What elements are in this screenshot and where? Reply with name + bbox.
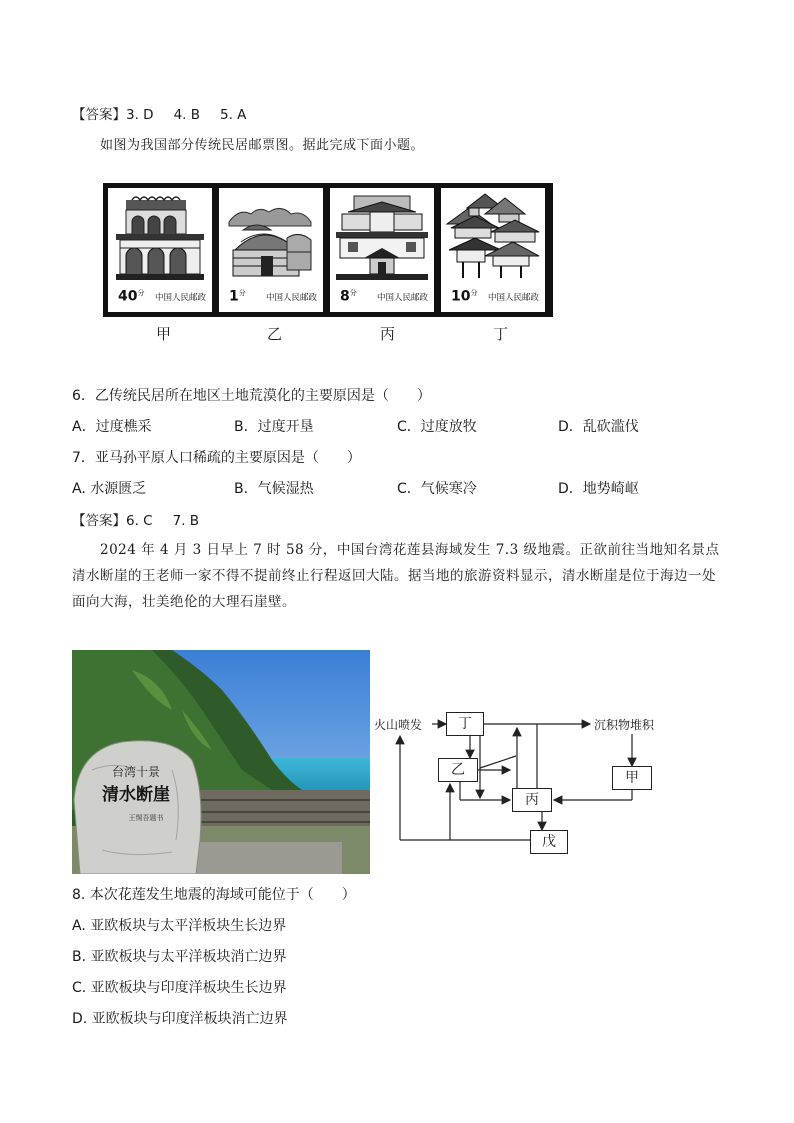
stamps-figure (103, 183, 553, 317)
stamp-postal-text: 中国人民邮政 (154, 293, 206, 303)
answer-item: 6. C (126, 513, 153, 529)
stamp-label-yi: 乙 (267, 325, 283, 343)
stone-inscription-3: 王惕吾题书 (128, 814, 164, 822)
stamp-denomination: 10 (451, 289, 471, 305)
answer-item: 7. B (172, 513, 200, 529)
q6-option-b: B．过度开垦 (234, 419, 314, 435)
stamp-postal-text: 中国人民邮政 (487, 293, 539, 303)
q6-option-c: C．过度放牧 (397, 419, 477, 435)
node-ding: 丁 (446, 712, 484, 736)
node-wu: 戊 (530, 830, 568, 854)
stamp-label-ding: 丁 (493, 325, 509, 343)
qingshui-cliff-photo (72, 650, 370, 874)
volcano-eruption-label: 火山喷发 (374, 718, 423, 732)
stamp-ding (441, 188, 545, 312)
stamp-unit: 分 (137, 289, 145, 298)
stamp-jia (108, 188, 212, 312)
answer-item: 3. D (126, 107, 154, 123)
answer-label: 【答案】 (72, 513, 126, 529)
node-yi: 乙 (438, 758, 478, 782)
question-7-stem: 7．亚马孙平原人口稀疏的主要原因是（ ） (72, 450, 361, 466)
node-bing: 丙 (512, 788, 552, 812)
stamp-denomination: 40 (118, 289, 138, 305)
stamp-yi-illustration (223, 192, 319, 282)
answer-label: 【答案】 (72, 107, 126, 123)
q8-option-b: B. 亚欧板块与太平洋板块消亡边界 (72, 949, 287, 965)
q7-option-d: D．地势崎岖 (558, 481, 639, 497)
stamp-yi (219, 188, 323, 312)
stamp-denomination: 8 (340, 289, 350, 305)
stamp-bing (330, 188, 434, 312)
stamp-postal-text: 中国人民邮政 (265, 293, 317, 303)
stamp-ding-illustration (445, 192, 541, 282)
question-6-stem: 6．乙传统民居所在地区土地荒漠化的主要原因是（ ） (72, 388, 431, 404)
q8-option-d: D. 亚欧板块与印度洋板块消亡边界 (72, 1011, 288, 1027)
stamp-postal-text: 中国人民邮政 (376, 293, 428, 303)
q6-option-d: D．乱砍滥伐 (558, 419, 639, 435)
stamp-unit: 分 (470, 289, 478, 298)
passage-paragraph: 2024 年 4 月 3 日早上 7 时 58 分，中国台湾花莲县海域发生 7.3 级地震。正欲前往当地知名景点清水断崖的王老师一家不得不提前终止行程返回大陆。据当地的旅游资料显示，清水断崖是位于海边一处面向大海，壮美绝伦的大理石崖壁。 (72, 542, 720, 610)
stamp-unit: 分 (238, 289, 246, 298)
q7-option-b: B．气候湿热 (234, 481, 314, 497)
q6-option-a: A．过度樵采 (72, 419, 152, 435)
q8-option-c: C. 亚欧板块与印度洋板块生长边界 (72, 980, 287, 996)
answer-item: 4. B (173, 107, 201, 123)
stamp-jia-illustration (112, 192, 208, 282)
q7-option-a: A. 水源匮乏 (72, 481, 147, 497)
question-8-stem: 8. 本次花莲发生地震的海域可能位于（ ） (72, 887, 356, 903)
sediment-accumulation-label: 沉积物堆积 (594, 718, 655, 732)
answer-line-1 (72, 103, 246, 123)
node-jia: 甲 (612, 766, 652, 790)
stamp-label-jia: 甲 (156, 325, 172, 343)
stamp-unit: 分 (349, 289, 357, 298)
q7-option-c: C．气候寒冷 (397, 481, 477, 497)
stamps-intro: 如图为我国部分传统民居邮票图。据此完成下面小题。 (100, 138, 425, 153)
stone-inscription-1: 台湾十景 (111, 765, 161, 779)
stone-inscription-2: 清水断崖 (102, 785, 170, 805)
answer-item: 5. A (220, 107, 247, 123)
stamp-label-bing: 丙 (380, 325, 396, 343)
stamp-bing-illustration (334, 192, 430, 282)
rock-cycle-diagram (372, 700, 672, 860)
stamp-denomination: 1 (229, 289, 239, 305)
q8-option-a: A. 亚欧板块与太平洋板块生长边界 (72, 918, 287, 934)
answer-line-2 (72, 509, 199, 529)
